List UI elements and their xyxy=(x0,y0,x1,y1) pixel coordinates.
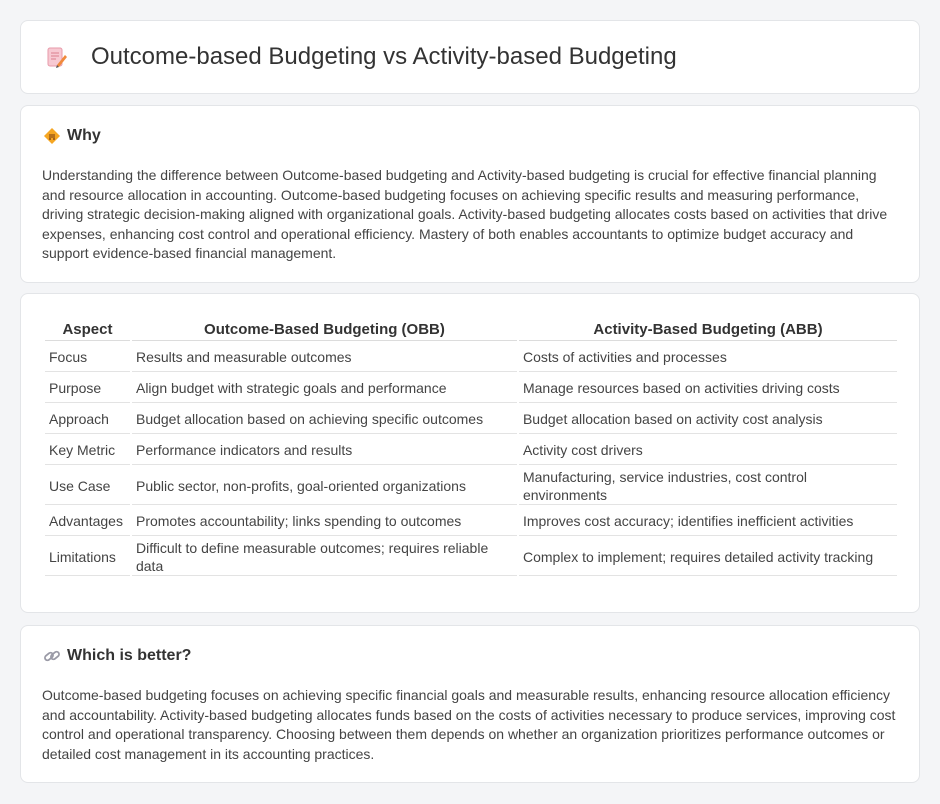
row-aspect: Advantages xyxy=(45,507,130,536)
row-obb: Difficult to define measurable outcomes; requires reliable data xyxy=(132,538,517,576)
row-abb: Improves cost accuracy; identifies inefficient activities xyxy=(519,507,897,536)
row-obb: Promotes accountability; links spending to outcomes xyxy=(132,507,517,536)
row-abb: Manage resources based on activities driving costs xyxy=(519,374,897,403)
row-obb: Align budget with strategic goals and performance xyxy=(132,374,517,403)
header-aspect: Aspect xyxy=(45,318,130,341)
row-abb: Costs of activities and processes xyxy=(519,343,897,372)
table-row xyxy=(45,405,897,434)
row-aspect: Key Metric xyxy=(45,436,130,465)
row-aspect: Approach xyxy=(45,405,130,434)
title-row xyxy=(45,43,677,71)
header-obb: Outcome-Based Budgeting (OBB) xyxy=(132,318,517,341)
table-row xyxy=(45,343,897,372)
row-aspect: Focus xyxy=(45,343,130,372)
document-pencil-icon xyxy=(45,45,69,69)
row-aspect: Purpose xyxy=(45,374,130,403)
row-abb: Budget allocation based on activity cost analysis xyxy=(519,405,897,434)
better-paragraph: Outcome-based budgeting focuses on achieving specific financial goals and measurable results, enhancing resource allocation efficiency and accountability. Activity-based budgeting allocates funds based on the costs of activities necessary to produce services, improving cost control and operational transparency. Choosing between them depends on whether an organization prioritizes performance outcomes or detailed cost management in its accounting practices. xyxy=(42,687,896,762)
diamond-sign-icon xyxy=(43,127,61,145)
why-section xyxy=(20,105,920,283)
table-row xyxy=(45,436,897,465)
title-card xyxy=(20,20,920,94)
row-obb: Results and measurable outcomes xyxy=(132,343,517,372)
row-aspect: Use Case xyxy=(45,467,130,505)
comparison-table xyxy=(43,316,899,578)
row-obb: Budget allocation based on achieving specific outcomes xyxy=(132,405,517,434)
table-row xyxy=(45,467,897,505)
table-row xyxy=(45,538,897,576)
header-abb: Activity-Based Budgeting (ABB) xyxy=(519,318,897,341)
row-obb: Performance indicators and results xyxy=(132,436,517,465)
which-better-section xyxy=(20,625,920,783)
table-row xyxy=(45,374,897,403)
table-row xyxy=(45,507,897,536)
row-obb: Public sector, non-profits, goal-oriented organizations xyxy=(132,467,517,505)
row-abb: Activity cost drivers xyxy=(519,436,897,465)
why-heading: Why xyxy=(67,127,101,144)
row-abb: Manufacturing, service industries, cost control environments xyxy=(519,467,897,505)
why-header xyxy=(43,127,101,145)
better-header xyxy=(43,647,191,665)
comparison-section xyxy=(20,293,920,613)
table-header-row xyxy=(45,318,897,341)
page-title: Outcome-based Budgeting vs Activity-based Budgeting xyxy=(91,43,677,70)
better-heading: Which is better? xyxy=(67,647,192,664)
row-aspect: Limitations xyxy=(45,538,130,576)
why-paragraph: Understanding the difference between Outcome-based budgeting and Activity-based budgeting is crucial for effective financial planning and resource allocation in accounting. Outcome-based budgeting focuses on achieving specific results and measuring performance, driving strategic decision-making aligned with organizational goals. Activity-based budgeting allocates costs based on activities that drive expenses, enhancing cost control and operational efficiency. Mastery of both enables accountants to optimize budget accuracy and support evidence-based financial management. xyxy=(42,167,888,262)
row-abb: Complex to implement; requires detailed activity tracking xyxy=(519,538,897,576)
link-icon xyxy=(43,647,61,665)
